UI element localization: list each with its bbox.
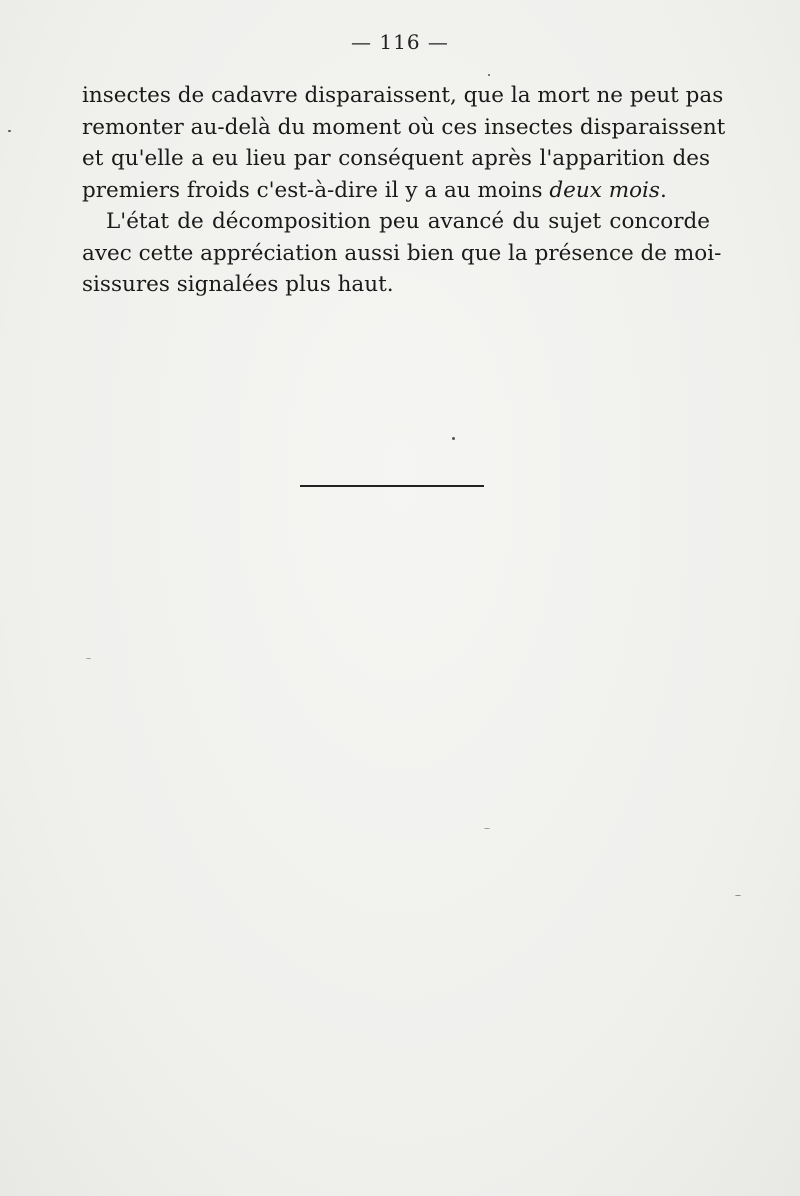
text-segment: premiers froids c'est-à-dire il y a au moins	[82, 177, 550, 203]
text-line: L'état de décomposition peu avancé du sujet concorde	[106, 209, 710, 234]
paper-speck	[86, 658, 91, 659]
paper-speck	[8, 130, 11, 132]
page-number: — 116 —	[351, 30, 449, 54]
paper-speck	[488, 74, 490, 76]
paragraph-1	[82, 80, 726, 206]
paper-speck	[735, 895, 741, 896]
text-line: avec cette appréciation aussi bien que la présence de moi-	[82, 240, 722, 266]
paper-speck	[484, 828, 490, 829]
text-line: remonter au-delà du moment où ces insectes disparaissent	[82, 114, 726, 140]
text-line: insectes de cadavre disparaissent, que la mort ne peut pas	[82, 83, 724, 108]
body-text	[82, 80, 726, 301]
emphasis-text: deux mois	[549, 177, 660, 203]
text-segment: .	[659, 177, 667, 203]
text-line-last	[82, 175, 710, 207]
section-divider	[300, 485, 484, 487]
paper-speck	[452, 437, 455, 440]
text-line: sissures signalées plus haut.	[82, 272, 394, 297]
text-line: et qu'elle a eu lieu par conséquent après l'apparition des	[82, 146, 710, 171]
paragraph-2	[82, 206, 722, 301]
